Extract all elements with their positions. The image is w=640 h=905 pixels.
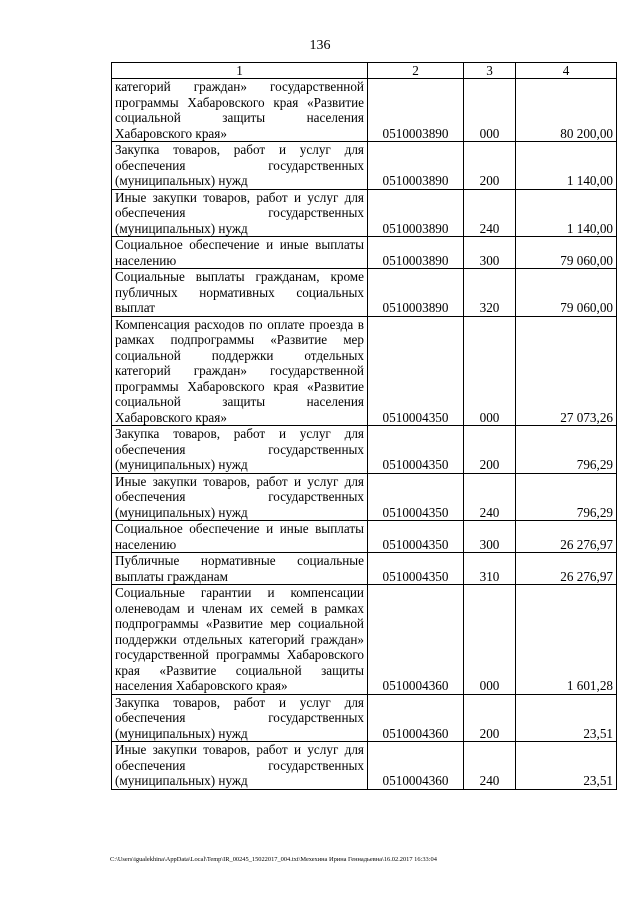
row-amount-cell: 26 276,97 — [516, 553, 617, 585]
row-type-cell: 300 — [464, 521, 516, 553]
table-body — [112, 79, 617, 790]
row-name-cell: Социальные выплаты гражданам, кроме публичных нормативных социальных выплат — [112, 269, 368, 317]
row-name-cell: Иные закупки товаров, работ и услуг для обеспечения государственных (муниципальных) нужд — [112, 473, 368, 521]
table-row — [112, 316, 617, 426]
row-code-cell: 0510003890 — [368, 189, 464, 237]
row-name-cell: Социальные гарантии и компенсации оленеводам и членам их семей в рамках подпрограммы «Развитие мер социальной поддержки отдельных категорий граждан» государственной программы Хабаровского края «Развитие социальной защиты населения Хабаровского края» — [112, 585, 368, 695]
row-code-cell: 0510004360 — [368, 694, 464, 742]
row-amount-cell: 27 073,26 — [516, 316, 617, 426]
row-code-cell: 0510003890 — [368, 269, 464, 317]
row-code-cell: 0510004350 — [368, 553, 464, 585]
table-row — [112, 426, 617, 474]
row-code-cell: 0510003890 — [368, 142, 464, 190]
budget-table — [111, 62, 617, 790]
table-row — [112, 521, 617, 553]
row-amount-cell: 23,51 — [516, 742, 617, 790]
row-type-cell: 200 — [464, 694, 516, 742]
row-code-cell: 0510004350 — [368, 473, 464, 521]
row-amount-cell: 1 140,00 — [516, 189, 617, 237]
footer-file-path: C:\Users\igualekhina\AppData\Local\Temp\IR_00245_15022017_004.txt\Мехехина Ирина Геннадьевна\16.02.2017 16:33:04 — [110, 856, 437, 863]
row-code-cell: 0510004350 — [368, 316, 464, 426]
row-amount-cell: 79 060,00 — [516, 269, 617, 317]
row-code-cell: 0510004360 — [368, 585, 464, 695]
row-name-cell: Социальное обеспечение и иные выплаты населению — [112, 521, 368, 553]
column-header-code: 2 — [368, 63, 464, 79]
row-code-cell: 0510004360 — [368, 742, 464, 790]
row-type-cell: 320 — [464, 269, 516, 317]
table-header-row — [112, 63, 617, 79]
row-amount-cell: 79 060,00 — [516, 237, 617, 269]
column-header-amount: 4 — [516, 63, 617, 79]
table-row — [112, 142, 617, 190]
row-name-cell: Закупка товаров, работ и услуг для обеспечения государственных (муниципальных) нужд — [112, 426, 368, 474]
row-name-cell: Закупка товаров, работ и услуг для обеспечения государственных (муниципальных) нужд — [112, 694, 368, 742]
row-type-cell: 240 — [464, 473, 516, 521]
row-type-cell: 300 — [464, 237, 516, 269]
row-type-cell: 200 — [464, 426, 516, 474]
row-amount-cell: 80 200,00 — [516, 79, 617, 142]
row-type-cell: 240 — [464, 189, 516, 237]
row-amount-cell: 1 601,28 — [516, 585, 617, 695]
row-name-cell: Социальное обеспечение и иные выплаты населению — [112, 237, 368, 269]
column-header-name: 1 — [112, 63, 368, 79]
row-type-cell: 240 — [464, 742, 516, 790]
table-row — [112, 553, 617, 585]
table-row — [112, 237, 617, 269]
row-name-cell: Иные закупки товаров, работ и услуг для обеспечения государственных (муниципальных) нужд — [112, 742, 368, 790]
table-row — [112, 79, 617, 142]
row-code-cell: 0510003890 — [368, 237, 464, 269]
row-name-cell: Публичные нормативные социальные выплаты гражданам — [112, 553, 368, 585]
table-row — [112, 473, 617, 521]
column-header-type: 3 — [464, 63, 516, 79]
row-name-cell: Закупка товаров, работ и услуг для обеспечения государственных (муниципальных) нужд — [112, 142, 368, 190]
row-amount-cell: 796,29 — [516, 426, 617, 474]
row-amount-cell: 796,29 — [516, 473, 617, 521]
row-name-cell: категорий граждан» государственной программы Хабаровского края «Развитие социальной защиты населения Хабаровского края» — [112, 79, 368, 142]
row-amount-cell: 1 140,00 — [516, 142, 617, 190]
table-row — [112, 585, 617, 695]
row-code-cell: 0510003890 — [368, 79, 464, 142]
row-type-cell: 200 — [464, 142, 516, 190]
table-row — [112, 189, 617, 237]
row-type-cell: 310 — [464, 553, 516, 585]
row-code-cell: 0510004350 — [368, 426, 464, 474]
table-row — [112, 694, 617, 742]
row-name-cell: Иные закупки товаров, работ и услуг для обеспечения государственных (муниципальных) нужд — [112, 189, 368, 237]
row-type-cell: 000 — [464, 79, 516, 142]
row-amount-cell: 23,51 — [516, 694, 617, 742]
row-name-cell: Компенсация расходов по оплате проезда в рамках подпрограммы «Развитие мер социальной поддержки отдельных категорий граждан» государственной программы Хабаровского края «Развитие социальной защиты населения Хабаровского края» — [112, 316, 368, 426]
row-type-cell: 000 — [464, 585, 516, 695]
row-code-cell: 0510004350 — [368, 521, 464, 553]
row-amount-cell: 26 276,97 — [516, 521, 617, 553]
page-number: 136 — [309, 38, 331, 53]
table-row — [112, 742, 617, 790]
table-row — [112, 269, 617, 317]
row-type-cell: 000 — [464, 316, 516, 426]
